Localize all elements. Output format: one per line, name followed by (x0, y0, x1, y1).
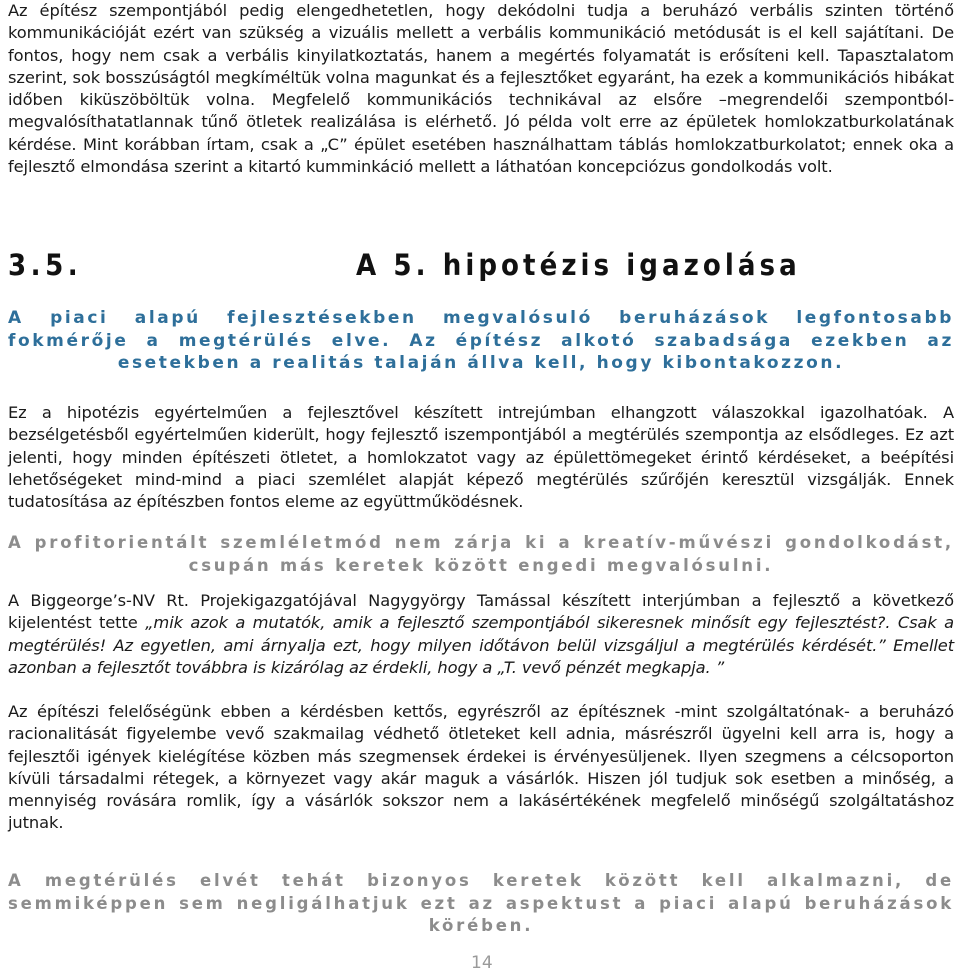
highlight-heading-profit: A profitorientált szemléletmód nem zárja ki a kreatív-művészi gondolkodást, csupán más keretek között engedi megvalósulni. (8, 533, 954, 575)
quote-italic-text: „mik azok a mutatók, amik a fejlesztő szempontjából sikeresnek minősít egy fejlesztést?. Csak a megtérülés! Az egyetlen, ami árnyalja ezt, hogy milyen időtávon belül vizsgáljul a megtérülés kérdését.” Emellet azonban a fejlesztőt továbbra is kizárólag az érdekli, hogy a „T. vevő pénzét megkapja. ” (8, 613, 955, 677)
paragraph-communication: Az építész szempontjából pedig elengedhetetlen, hogy dekódolni tudja a beruházó verbális szinten történő kommunikációját ezért van szükség a vizuális mellett a verbális kommunikáció metódusát is el kell sajátítani. De fontos, hogy nem csak a verbális kinyilatkoztatás, hanem a megértés folyamatát is erősíteni kell. Tapasztalatom szerint, sok bosszúságtól megkíméltük volna magunkat és a fejlesztőket egyaránt, ha ezek a kommunikációs hibákat időben kiküszöböltük volna. Megfelelő kommunikációs technikával az elsőre –megrendelői szempontból- megvalósíthatatlannak tűnő ötletek realizálása is elérhető. Jó példa volt erre az épületek homlokzatburkolatának kérdése. Mint korábban írtam, csak a „C” épület esetében használhattam táblás homlokzatburkolatot; ennek oka a fejlesztő elmondása szerint a kitartó kumminkáció mellett a láthatóan koncepciózus gondolkodás volt. (8, 1, 954, 177)
highlight-heading-return: A megtérülés elvét tehát bizonyos keretek között kell alkalmazni, de semmiképpen sem negligálhatjuk ezt az aspektust a piaci alapú beruházások körében. (8, 871, 954, 935)
quote-lead-text: A Biggeorge’s-NV Rt. Projekigazgatójával Nagygyörgy Tamással készített interjúmban a fejlesztő a következő kijelentést tette (8, 591, 954, 633)
page-number: 14 (471, 953, 493, 973)
document-page (8, 0, 956, 976)
paragraph-interview-quote (8, 590, 954, 679)
section-number: 3.5. (8, 248, 83, 282)
paragraph-architect-responsibility: Az építészi felelőségünk ebben a kérdésben kettős, egyrészről az építésznek -mint szolgáltatónak- a beruházó racionalitását figyelembe vevő szakmailag védhető ötleteket kell adnia, másrészről ügyelni kell arra is, hogy a fejlesztői igények kielégítése közben más szegmensek érdekei is érvényesüljenek. Ilyen szegmens a célcsoporton kívüli társadalmi rétegek, a környezet vagy akár maguk a vásárlók. Hiszen jól tudjuk sok esetben a minőség, a mennyiség rovására romlik, így a vásárlók sokszor nem a lakásértékének megfelelő minőségű szolgáltatáshoz jutnak. (8, 702, 954, 833)
hypothesis-statement: A piaci alapú fejlesztésekben megvalósuló beruházások legfontosabb fokmérője a megtérülés elve. Az építész alkotó szabadsága ezekben az esetekben a realitás talaján állva kell, hogy kibontakozzon. (8, 308, 954, 373)
paragraph-hypothesis-proof: Ez a hipotézis egyértelműen a fejlesztővel készített intrejúmban elhangzott válaszokkal igazolhatóak. A bezsélgetésből egyértelműen kiderült, hogy fejlesztő iszempontjából a megtérülés szempontja az elsődleges. Ez azt jelenti, hogy minden építészeti ötletet, a homlokzatot vagy az épülettömegeket érintő kérdéseket, a beépítési lehetőségeket mind-mind a piaci szemlélet alapját képező megtérülés szűrőjén keresztül vizsgálják. Ennek tudatosítása az építészben fontos eleme az együttműködésnek. (8, 403, 954, 512)
section-title: A 5. hipotézis igazolása (356, 248, 801, 282)
